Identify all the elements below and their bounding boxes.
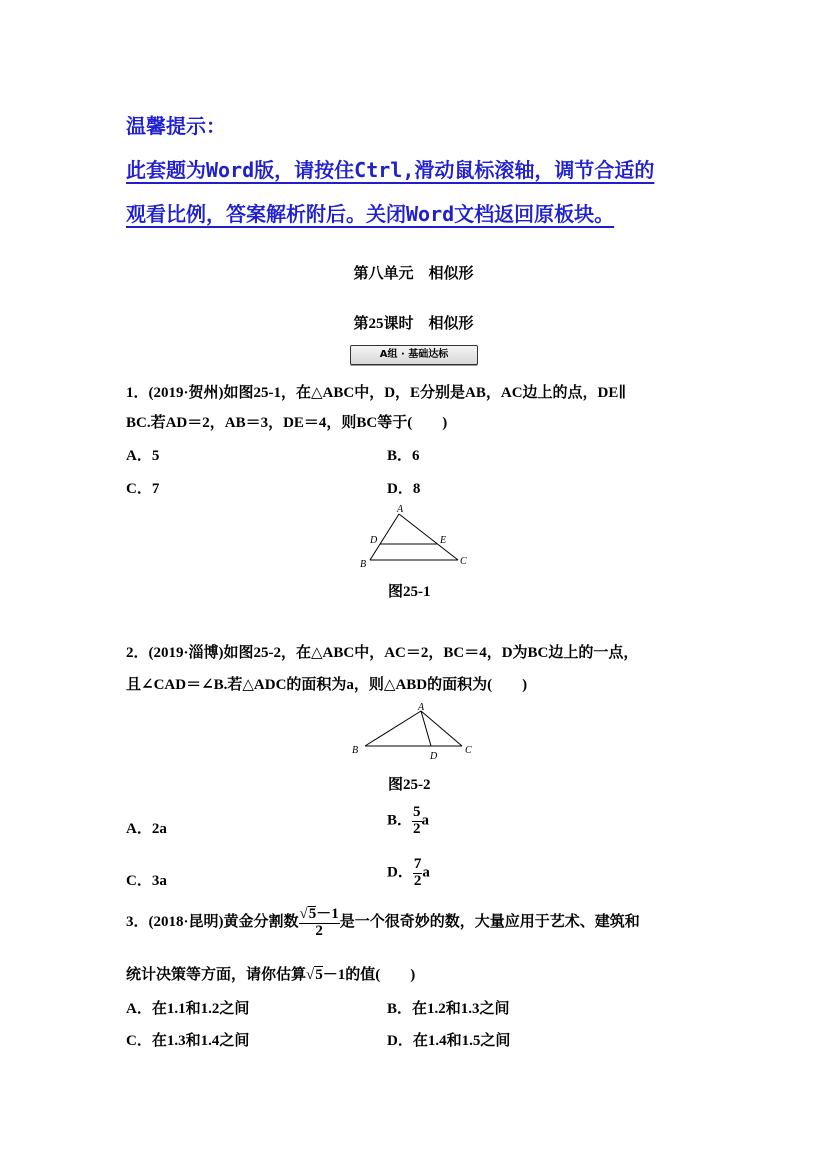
- q2-option-d-variable: a: [422, 864, 430, 881]
- unit-title: 第八单元 相似形: [353, 266, 474, 282]
- q1-line-2: BC.若AD＝2，AB＝3，DE＝4，则BC等于( ): [126, 415, 448, 431]
- fig2-side-ac: [421, 711, 462, 746]
- q2-option-b-fraction: [412, 805, 422, 838]
- q3-option-c: C．在1.3和1.4之间: [126, 1033, 250, 1049]
- q3-line-2-radical-sign: √: [306, 967, 315, 983]
- figure-25-1-caption: 图25-1: [388, 584, 431, 600]
- notice-line-1: 此套题为Word版，请按住Ctrl,滑动鼠标滚轴，调节合适的: [126, 158, 655, 182]
- group-badge: A组 · 基础达标: [350, 345, 478, 365]
- q3-line-2-prefix: 统计决策等方面，请你估算: [126, 967, 307, 983]
- figure-25-2: [348, 700, 478, 762]
- q3-line-2-radicand: 5: [315, 967, 323, 983]
- q3-line-2-suffix: －1的值( ): [322, 967, 416, 983]
- q3-numerator-rest: －1: [316, 906, 339, 922]
- q2-option-b-denominator: 2: [413, 820, 421, 837]
- q2-option-d-numerator: 7: [413, 856, 422, 872]
- q3-fraction-denominator: 2: [315, 922, 323, 939]
- q1-line-1: 1．(2019·贺州)如图25-1，在△ABC中，D，E分别是AB，AC边上的点，DE∥: [126, 385, 627, 401]
- q2-option-a: A．2a: [126, 821, 167, 837]
- fig1-side-ac: [399, 514, 458, 560]
- q3-line-1: [126, 906, 640, 940]
- fig2-label-b: B: [352, 745, 359, 756]
- fig1-label-e: E: [440, 535, 447, 546]
- q2-option-b-numerator: 5: [413, 804, 421, 820]
- q1-option-a: A．5: [126, 448, 160, 464]
- q2-option-b-variable: a: [421, 812, 430, 829]
- fig1-label-d: D: [370, 535, 378, 546]
- fig2-label-d: D: [430, 751, 438, 762]
- q2-line-1: 2．(2019·淄博)如图25-2，在△ABC中，AC＝2，BC＝4，D为BC边上的一点，: [126, 645, 639, 661]
- q2-option-b-prefix: B．: [387, 812, 413, 829]
- fig2-label-a: A: [418, 702, 425, 713]
- fig2-label-c: C: [465, 745, 472, 756]
- q3-option-d: D．在1.4和1.5之间: [387, 1033, 511, 1049]
- q3-fraction-numerator: [299, 906, 340, 924]
- q3-radical-sign: √: [299, 906, 308, 922]
- q2-option-b: [387, 805, 429, 838]
- notice-title: 温馨提示：: [126, 114, 226, 138]
- q2-option-d-denominator: 2: [413, 872, 422, 889]
- q2-option-c: C．3a: [126, 873, 167, 889]
- q3-golden-ratio-fraction: [299, 906, 340, 940]
- lesson-title: 第25课时 相似形: [353, 316, 474, 332]
- q3-option-a: A．在1.1和1.2之间: [126, 1001, 250, 1017]
- fig1-label-c: C: [460, 556, 467, 567]
- q3-radicand: 5: [308, 906, 317, 922]
- q3-line-2: [126, 963, 415, 984]
- fig2-segment-ad: [421, 711, 431, 746]
- figure-25-1: [350, 500, 480, 572]
- fig2-side-ab: [365, 711, 421, 746]
- q2-option-d-fraction: [413, 857, 423, 890]
- q2-option-d-prefix: D．: [387, 864, 413, 881]
- q2-option-d: [387, 857, 430, 890]
- figure-25-2-caption: 图25-2: [388, 777, 431, 793]
- q2-line-2: 且∠CAD＝∠B.若△ADC的面积为a，则△ABD的面积为( ): [126, 677, 528, 693]
- notice-line-2: 观看比例，答案解析附后。关闭Word文档返回原板块。: [126, 202, 615, 226]
- q3-line-1-suffix: 是一个很奇妙的数，大量应用于艺术、建筑和: [339, 914, 640, 931]
- q3-line-1-prefix: 3．(2018·昆明)黄金分割数: [126, 914, 299, 931]
- q1-option-d: D．8: [387, 481, 421, 497]
- q3-option-b: B．在1.2和1.3之间: [387, 1001, 510, 1017]
- fig1-label-b: B: [360, 559, 367, 570]
- q1-option-c: C．7: [126, 481, 160, 497]
- q1-option-b: B．6: [387, 448, 420, 464]
- fig1-label-a: A: [397, 504, 404, 515]
